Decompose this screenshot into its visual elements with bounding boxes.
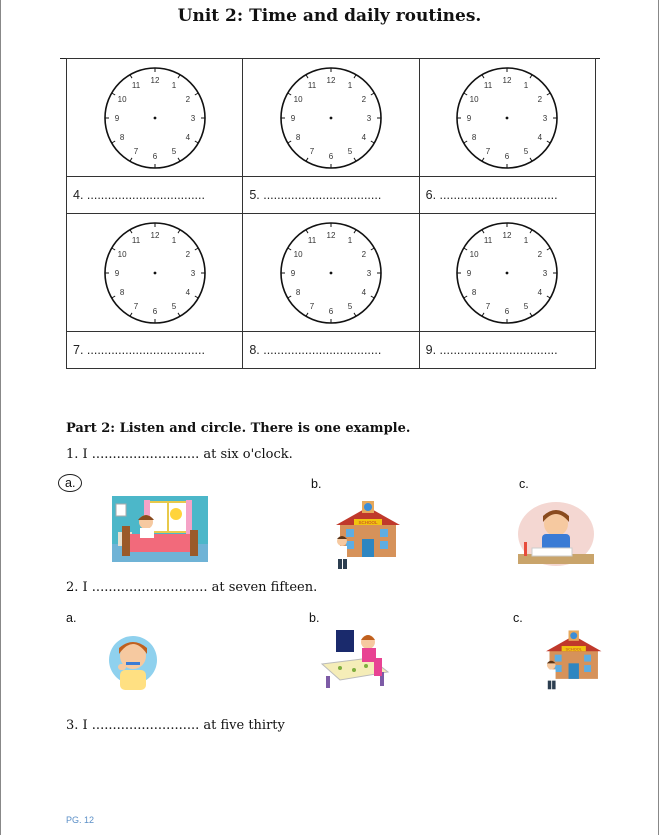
q2-option-c[interactable]: c. xyxy=(513,611,523,625)
clock-number: 6 xyxy=(152,306,157,316)
clock-face-icon xyxy=(277,64,385,172)
part2-title: Part 2: Listen and circle. There is one example. xyxy=(66,421,411,436)
clock-number: 1 xyxy=(347,80,353,90)
clock-number: 10 xyxy=(117,94,127,104)
clock-number: 6 xyxy=(328,151,334,161)
clock-center xyxy=(330,116,333,119)
clock-number: 2 xyxy=(537,249,543,259)
clock-number: 10 xyxy=(293,94,303,104)
wake-up-bedroom-icon[interactable] xyxy=(112,496,208,562)
school-building-icon[interactable] xyxy=(330,497,402,571)
clock-number: 1 xyxy=(347,235,353,245)
clock-number: 3 xyxy=(366,268,372,278)
clock-center xyxy=(153,271,156,274)
clock-cell xyxy=(243,214,419,331)
option-label: a. xyxy=(58,474,82,492)
answer-blank-8[interactable]: 8. .................................. xyxy=(249,343,382,357)
question-1: 1. I .......................... at six o'clock. xyxy=(66,447,293,462)
clock-number: 6 xyxy=(505,306,510,316)
answer-blank-9[interactable]: 9. .................................. xyxy=(425,343,558,357)
school-building-icon[interactable] xyxy=(539,627,605,691)
brushing-teeth-icon[interactable] xyxy=(108,630,158,694)
label-row-2 xyxy=(67,332,595,368)
clock-number: 4 xyxy=(537,132,543,142)
clock-number: 7 xyxy=(486,301,491,311)
clock-number: 8 xyxy=(119,132,124,142)
clock-number: 9 xyxy=(114,113,119,123)
label-row-1 xyxy=(67,177,595,214)
clock-number: 8 xyxy=(295,132,301,142)
answer-blank-6[interactable]: 6. .................................. xyxy=(425,188,558,202)
clock-number: 9 xyxy=(467,268,472,278)
clock-center xyxy=(506,271,509,274)
label-cell xyxy=(243,332,419,368)
clock-cell xyxy=(243,59,419,176)
label-cell xyxy=(420,332,595,368)
clock-number: 5 xyxy=(171,146,176,156)
clock-number: 6 xyxy=(328,306,334,316)
clock-row-2 xyxy=(67,214,595,332)
label-cell xyxy=(67,177,243,213)
q2-option-a[interactable]: a. xyxy=(66,611,77,625)
answer-blank-7[interactable]: 7. .................................. xyxy=(73,343,205,357)
clock-number: 3 xyxy=(366,113,372,123)
clock-number: 11 xyxy=(484,80,493,90)
clock-number: 4 xyxy=(537,287,543,297)
clock-number: 1 xyxy=(524,80,529,90)
answer-blank-4[interactable]: 4. .................................. xyxy=(73,188,205,202)
clock-number: 10 xyxy=(469,249,479,259)
clock-number: 8 xyxy=(295,287,301,297)
clock-number: 7 xyxy=(309,146,315,156)
clock-number: 7 xyxy=(309,301,315,311)
page-border-left xyxy=(0,0,1,835)
clock-number: 12 xyxy=(326,75,336,85)
clock-number: 11 xyxy=(131,80,140,90)
clock-number: 5 xyxy=(524,301,529,311)
clock-number: 11 xyxy=(484,235,493,245)
clock-number: 9 xyxy=(290,113,296,123)
clock-cell xyxy=(420,59,595,176)
page-number: PG. 12 xyxy=(66,815,95,825)
clock-number: 9 xyxy=(467,113,472,123)
clock-face-icon xyxy=(453,64,561,172)
school-sign: SCHOOL xyxy=(358,520,378,525)
clock-number: 2 xyxy=(185,94,190,104)
clock-number: 11 xyxy=(307,80,317,90)
clock-center xyxy=(153,116,156,119)
clock-number: 5 xyxy=(347,146,353,156)
clock-number: 8 xyxy=(119,287,124,297)
clock-center xyxy=(330,271,333,274)
clock-face-icon xyxy=(453,219,561,327)
clock-face-icon xyxy=(277,219,385,327)
clock-number: 8 xyxy=(472,132,477,142)
clock-cell xyxy=(420,214,595,331)
q2-option-b[interactable]: b. xyxy=(309,611,320,625)
clock-number: 12 xyxy=(150,75,160,85)
clock-center xyxy=(506,116,509,119)
clock-number: 7 xyxy=(486,146,491,156)
question-3: 3. I .......................... at five thirty xyxy=(66,718,285,733)
clock-number: 9 xyxy=(114,268,119,278)
clock-number: 2 xyxy=(185,249,190,259)
q1-option-b[interactable]: b. xyxy=(311,477,322,491)
clock-number: 6 xyxy=(152,151,157,161)
clock-row-1 xyxy=(67,59,595,177)
clock-number: 3 xyxy=(543,268,548,278)
clock-cell xyxy=(67,214,243,331)
clock-number: 2 xyxy=(361,249,367,259)
clock-number: 3 xyxy=(543,113,548,123)
label-cell xyxy=(67,332,243,368)
making-bed-icon[interactable] xyxy=(318,628,392,692)
clock-cell xyxy=(67,59,243,176)
clock-number: 12 xyxy=(326,230,336,240)
clock-number: 10 xyxy=(117,249,127,259)
clock-face-icon xyxy=(101,219,209,327)
worksheet-title: Unit 2: Time and daily routines. xyxy=(177,6,482,26)
clock-number: 6 xyxy=(505,151,510,161)
clock-number: 12 xyxy=(502,75,512,85)
clock-grid xyxy=(66,58,596,369)
clock-number: 4 xyxy=(361,287,367,297)
clock-number: 4 xyxy=(185,287,190,297)
clock-number: 2 xyxy=(361,94,367,104)
clock-number: 5 xyxy=(171,301,176,311)
clock-face-icon xyxy=(101,64,209,172)
clock-number: 10 xyxy=(293,249,303,259)
clock-number: 7 xyxy=(133,301,138,311)
clock-number: 7 xyxy=(133,146,138,156)
clock-number: 3 xyxy=(190,113,195,123)
clock-number: 1 xyxy=(171,80,176,90)
clock-number: 9 xyxy=(290,268,296,278)
clock-number: 12 xyxy=(502,230,512,240)
q1-option-a[interactable] xyxy=(58,476,82,490)
clock-number: 4 xyxy=(185,132,190,142)
answer-blank-5[interactable]: 5. .................................. xyxy=(249,188,382,202)
clock-number: 2 xyxy=(537,94,543,104)
clock-number: 4 xyxy=(361,132,367,142)
clock-number: 5 xyxy=(524,146,529,156)
q1-option-c[interactable]: c. xyxy=(519,477,529,491)
clock-number: 8 xyxy=(472,287,477,297)
clock-number: 3 xyxy=(190,268,195,278)
question-2: 2. I ............................ at seven fifteen. xyxy=(66,580,318,595)
clock-number: 10 xyxy=(469,94,479,104)
clock-number: 11 xyxy=(307,235,317,245)
school-sign: SCHOOL xyxy=(565,646,582,652)
clock-number: 12 xyxy=(150,230,160,240)
clock-number: 1 xyxy=(171,235,176,245)
clock-number: 11 xyxy=(131,235,140,245)
label-cell xyxy=(420,177,595,213)
clock-number: 1 xyxy=(524,235,529,245)
clock-number: 5 xyxy=(347,301,353,311)
boy-studying-icon[interactable] xyxy=(516,500,594,568)
label-cell xyxy=(243,177,419,213)
